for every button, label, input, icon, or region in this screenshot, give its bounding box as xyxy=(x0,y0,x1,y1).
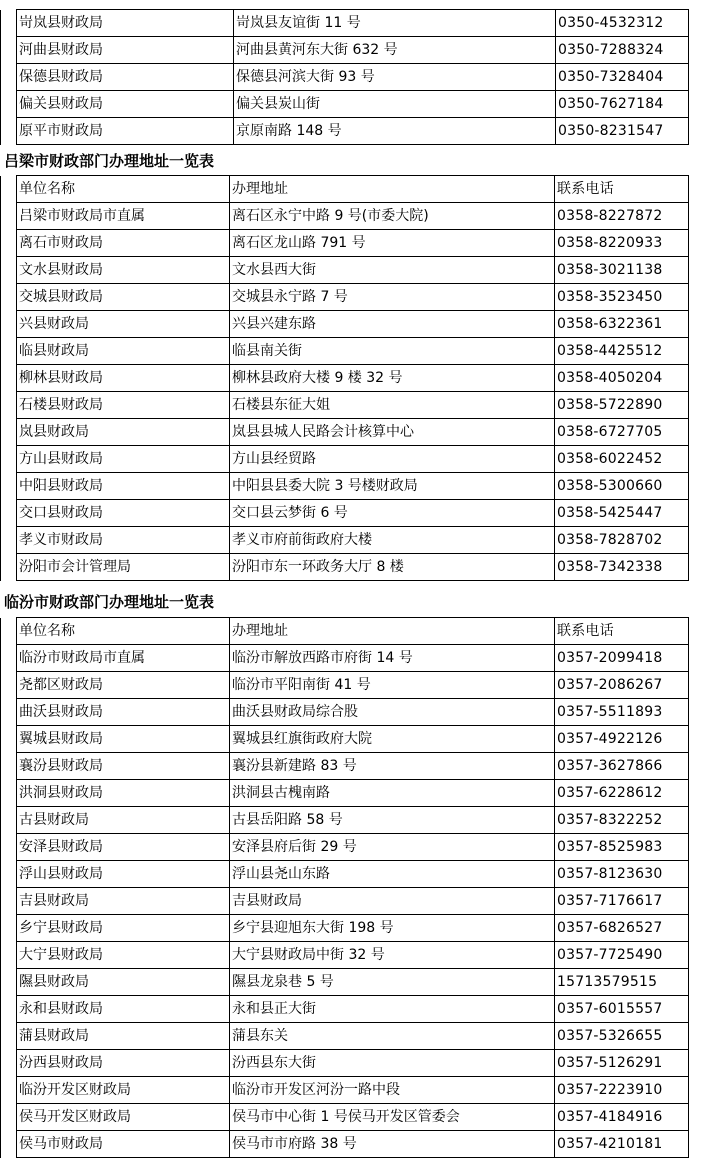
address-cell: 兴县兴建东路 xyxy=(230,311,555,338)
row-gutter xyxy=(1,807,17,834)
row-gutter xyxy=(1,473,17,500)
phone-cell: 0357-6826527 xyxy=(555,915,689,942)
phone-cell: 0357-2223910 xyxy=(555,1077,689,1104)
address-cell: 汾西县东大街 xyxy=(230,1050,555,1077)
address-cell: 孝义市府前街政府大楼 xyxy=(230,527,555,554)
address-cell: 离石区永宁中路 9 号(市委大院) xyxy=(230,203,555,230)
phone-cell: 15713579515 xyxy=(555,969,689,996)
table-row xyxy=(1,672,689,699)
row-gutter xyxy=(1,527,17,554)
table-row xyxy=(1,419,689,446)
phone-cell: 0358-4050204 xyxy=(555,365,689,392)
phone-cell: 0350-8231547 xyxy=(556,118,689,145)
address-cell: 临汾市平阳南街 41 号 xyxy=(230,672,555,699)
phone-cell: 0358-8220933 xyxy=(555,230,689,257)
row-gutter xyxy=(1,888,17,915)
row-gutter xyxy=(1,834,17,861)
unit-cell: 单位名称 xyxy=(17,176,230,203)
table-row xyxy=(1,888,689,915)
row-gutter xyxy=(1,1077,17,1104)
table-row xyxy=(1,915,689,942)
phone-cell: 0357-8123630 xyxy=(555,861,689,888)
table-row xyxy=(1,996,689,1023)
address-cell: 文水县西大街 xyxy=(230,257,555,284)
phone-cell: 0350-7328404 xyxy=(556,64,689,91)
unit-cell: 汾阳市会计管理局 xyxy=(17,554,230,581)
phone-cell: 0357-6228612 xyxy=(555,780,689,807)
phone-cell: 0357-6015557 xyxy=(555,996,689,1023)
phone-cell: 0350-7288324 xyxy=(556,37,689,64)
top-table xyxy=(0,9,689,145)
address-cell: 浮山县尧山东路 xyxy=(230,861,555,888)
phone-cell: 0357-4184916 xyxy=(555,1104,689,1131)
phone-cell: 0358-3021138 xyxy=(555,257,689,284)
table-row xyxy=(1,446,689,473)
address-cell: 交城县永宁路 7 号 xyxy=(230,284,555,311)
unit-cell: 尧都区财政局 xyxy=(17,672,230,699)
linfen-table-block xyxy=(0,617,689,1158)
phone-cell: 0358-6022452 xyxy=(555,446,689,473)
unit-cell: 交城县财政局 xyxy=(17,284,230,311)
table-header-row xyxy=(1,176,689,203)
address-cell: 方山县经贸路 xyxy=(230,446,555,473)
unit-cell: 安泽县财政局 xyxy=(17,834,230,861)
table-row xyxy=(1,554,689,581)
phone-cell: 0357-7176617 xyxy=(555,888,689,915)
address-cell: 离石区龙山路 791 号 xyxy=(230,230,555,257)
phone-cell: 0357-2099418 xyxy=(555,645,689,672)
phone-cell: 0358-7342338 xyxy=(555,554,689,581)
unit-cell: 中阳县财政局 xyxy=(17,473,230,500)
address-cell: 隰县龙泉巷 5 号 xyxy=(230,969,555,996)
address-cell: 乡宁县迎旭东大街 198 号 xyxy=(230,915,555,942)
phone-cell: 联系电话 xyxy=(555,176,689,203)
address-cell: 吉县财政局 xyxy=(230,888,555,915)
address-cell: 保德县河滨大街 93 号 xyxy=(234,64,556,91)
address-cell: 洪洞县古槐南路 xyxy=(230,780,555,807)
unit-cell: 吉县财政局 xyxy=(17,888,230,915)
phone-cell: 0358-8227872 xyxy=(555,203,689,230)
phone-cell: 0357-4922126 xyxy=(555,726,689,753)
table-row xyxy=(1,780,689,807)
unit-cell: 汾西县财政局 xyxy=(17,1050,230,1077)
table-row xyxy=(1,942,689,969)
row-gutter xyxy=(1,1131,17,1158)
table-row xyxy=(1,338,689,365)
lvliang-section-title: 吕梁市财政部门办理地址一览表 xyxy=(4,152,215,170)
phone-cell: 0358-3523450 xyxy=(555,284,689,311)
top-table-block xyxy=(0,9,689,145)
row-gutter xyxy=(1,91,17,118)
row-gutter xyxy=(1,969,17,996)
row-gutter xyxy=(1,1050,17,1077)
table-header-row xyxy=(1,618,689,645)
table-row xyxy=(1,230,689,257)
table-row xyxy=(1,500,689,527)
row-gutter xyxy=(1,338,17,365)
table-row xyxy=(1,1050,689,1077)
phone-cell: 0358-4425512 xyxy=(555,338,689,365)
table-row xyxy=(1,473,689,500)
top-table-body xyxy=(1,10,689,145)
row-gutter xyxy=(1,500,17,527)
row-gutter xyxy=(1,64,17,91)
row-gutter xyxy=(1,365,17,392)
unit-cell: 兴县财政局 xyxy=(17,311,230,338)
phone-cell: 0357-8525983 xyxy=(555,834,689,861)
unit-cell: 曲沃县财政局 xyxy=(17,699,230,726)
phone-cell: 0358-6727705 xyxy=(555,419,689,446)
row-gutter xyxy=(1,1104,17,1131)
address-cell: 汾阳市东一环政务大厅 8 楼 xyxy=(230,554,555,581)
address-cell: 偏关县炭山街 xyxy=(234,91,556,118)
phone-cell: 0357-5511893 xyxy=(555,699,689,726)
unit-cell: 离石市财政局 xyxy=(17,230,230,257)
phone-cell: 0350-7627184 xyxy=(556,91,689,118)
phone-cell: 0350-4532312 xyxy=(556,10,689,37)
table-row xyxy=(1,203,689,230)
row-gutter xyxy=(1,942,17,969)
unit-cell: 方山县财政局 xyxy=(17,446,230,473)
table-row xyxy=(1,699,689,726)
linfen-table-body xyxy=(1,618,689,1158)
address-cell: 河曲县黄河东大街 632 号 xyxy=(234,37,556,64)
unit-cell: 单位名称 xyxy=(17,618,230,645)
address-cell: 临汾市解放西路市府街 14 号 xyxy=(230,645,555,672)
unit-cell: 临汾开发区财政局 xyxy=(17,1077,230,1104)
row-gutter xyxy=(1,726,17,753)
table-row xyxy=(1,311,689,338)
address-cell: 永和县正大街 xyxy=(230,996,555,1023)
unit-cell: 岢岚县财政局 xyxy=(17,10,234,37)
unit-cell: 文水县财政局 xyxy=(17,257,230,284)
row-gutter xyxy=(1,446,17,473)
row-gutter xyxy=(1,672,17,699)
phone-cell: 0357-5326655 xyxy=(555,1023,689,1050)
table-row xyxy=(1,527,689,554)
table-row xyxy=(1,37,689,64)
phone-cell: 0358-5425447 xyxy=(555,500,689,527)
table-row xyxy=(1,392,689,419)
unit-cell: 乡宁县财政局 xyxy=(17,915,230,942)
table-row xyxy=(1,284,689,311)
unit-cell: 保德县财政局 xyxy=(17,64,234,91)
address-cell: 京原南路 148 号 xyxy=(234,118,556,145)
phone-cell: 0358-7828702 xyxy=(555,527,689,554)
address-cell: 襄汾县新建路 83 号 xyxy=(230,753,555,780)
address-cell: 柳林县政府大楼 9 楼 32 号 xyxy=(230,365,555,392)
linfen-section-title: 临汾市财政部门办理地址一览表 xyxy=(4,593,215,611)
unit-cell: 河曲县财政局 xyxy=(17,37,234,64)
row-gutter xyxy=(1,861,17,888)
unit-cell: 柳林县财政局 xyxy=(17,365,230,392)
unit-cell: 孝义市财政局 xyxy=(17,527,230,554)
row-gutter xyxy=(1,618,17,645)
table-row xyxy=(1,64,689,91)
row-gutter xyxy=(1,419,17,446)
table-row xyxy=(1,834,689,861)
phone-cell: 联系电话 xyxy=(555,618,689,645)
unit-cell: 石楼县财政局 xyxy=(17,392,230,419)
phone-cell: 0357-4210181 xyxy=(555,1131,689,1158)
address-cell: 安泽县府后街 29 号 xyxy=(230,834,555,861)
address-cell: 临县南关街 xyxy=(230,338,555,365)
row-gutter xyxy=(1,780,17,807)
unit-cell: 蒲县财政局 xyxy=(17,1023,230,1050)
table-row xyxy=(1,1077,689,1104)
table-row xyxy=(1,365,689,392)
address-cell: 曲沃县财政局综合股 xyxy=(230,699,555,726)
lvliang-table-block xyxy=(0,175,689,581)
address-cell: 古县岳阳路 58 号 xyxy=(230,807,555,834)
row-gutter xyxy=(1,915,17,942)
unit-cell: 大宁县财政局 xyxy=(17,942,230,969)
table-row xyxy=(1,645,689,672)
table-row xyxy=(1,726,689,753)
row-gutter xyxy=(1,37,17,64)
table-row xyxy=(1,753,689,780)
table-row xyxy=(1,969,689,996)
unit-cell: 临县财政局 xyxy=(17,338,230,365)
unit-cell: 吕梁市财政局市直属 xyxy=(17,203,230,230)
row-gutter xyxy=(1,699,17,726)
address-cell: 岚县县城人民路会计核算中心 xyxy=(230,419,555,446)
phone-cell: 0358-5300660 xyxy=(555,473,689,500)
address-cell: 石楼县东征大姐 xyxy=(230,392,555,419)
unit-cell: 偏关县财政局 xyxy=(17,91,234,118)
address-cell: 侯马市市府路 38 号 xyxy=(230,1131,555,1158)
address-cell: 临汾市开发区河汾一路中段 xyxy=(230,1077,555,1104)
unit-cell: 襄汾县财政局 xyxy=(17,753,230,780)
table-row xyxy=(1,91,689,118)
unit-cell: 交口县财政局 xyxy=(17,500,230,527)
row-gutter xyxy=(1,10,17,37)
row-gutter xyxy=(1,311,17,338)
address-cell: 翼城县红旗街政府大院 xyxy=(230,726,555,753)
unit-cell: 浮山县财政局 xyxy=(17,861,230,888)
address-cell: 交口县云梦街 6 号 xyxy=(230,500,555,527)
table-row xyxy=(1,118,689,145)
row-gutter xyxy=(1,176,17,203)
unit-cell: 隰县财政局 xyxy=(17,969,230,996)
address-cell: 侯马市中心街 1 号侯马开发区管委会 xyxy=(230,1104,555,1131)
table-row xyxy=(1,10,689,37)
table-row xyxy=(1,807,689,834)
phone-cell: 0357-5126291 xyxy=(555,1050,689,1077)
unit-cell: 岚县财政局 xyxy=(17,419,230,446)
linfen-table xyxy=(0,617,689,1158)
unit-cell: 古县财政局 xyxy=(17,807,230,834)
address-cell: 中阳县县委大院 3 号楼财政局 xyxy=(230,473,555,500)
table-row xyxy=(1,1131,689,1158)
phone-cell: 0357-7725490 xyxy=(555,942,689,969)
address-cell: 岢岚县友谊街 11 号 xyxy=(234,10,556,37)
phone-cell: 0358-6322361 xyxy=(555,311,689,338)
address-cell: 办理地址 xyxy=(230,176,555,203)
address-cell: 办理地址 xyxy=(230,618,555,645)
unit-cell: 侯马开发区财政局 xyxy=(17,1104,230,1131)
row-gutter xyxy=(1,753,17,780)
row-gutter xyxy=(1,257,17,284)
phone-cell: 0357-2086267 xyxy=(555,672,689,699)
row-gutter xyxy=(1,645,17,672)
unit-cell: 洪洞县财政局 xyxy=(17,780,230,807)
row-gutter xyxy=(1,118,17,145)
table-row xyxy=(1,1104,689,1131)
table-row xyxy=(1,861,689,888)
address-cell: 蒲县东关 xyxy=(230,1023,555,1050)
lvliang-table xyxy=(0,175,689,581)
unit-cell: 临汾市财政局市直属 xyxy=(17,645,230,672)
row-gutter xyxy=(1,996,17,1023)
row-gutter xyxy=(1,1023,17,1050)
row-gutter xyxy=(1,554,17,581)
unit-cell: 原平市财政局 xyxy=(17,118,234,145)
row-gutter xyxy=(1,392,17,419)
unit-cell: 侯马市财政局 xyxy=(17,1131,230,1158)
unit-cell: 翼城县财政局 xyxy=(17,726,230,753)
phone-cell: 0357-8322252 xyxy=(555,807,689,834)
row-gutter xyxy=(1,230,17,257)
row-gutter xyxy=(1,203,17,230)
address-cell: 大宁县财政局中街 32 号 xyxy=(230,942,555,969)
phone-cell: 0358-5722890 xyxy=(555,392,689,419)
table-row xyxy=(1,1023,689,1050)
lvliang-table-body xyxy=(1,176,689,581)
row-gutter xyxy=(1,284,17,311)
phone-cell: 0357-3627866 xyxy=(555,753,689,780)
table-row xyxy=(1,257,689,284)
unit-cell: 永和县财政局 xyxy=(17,996,230,1023)
